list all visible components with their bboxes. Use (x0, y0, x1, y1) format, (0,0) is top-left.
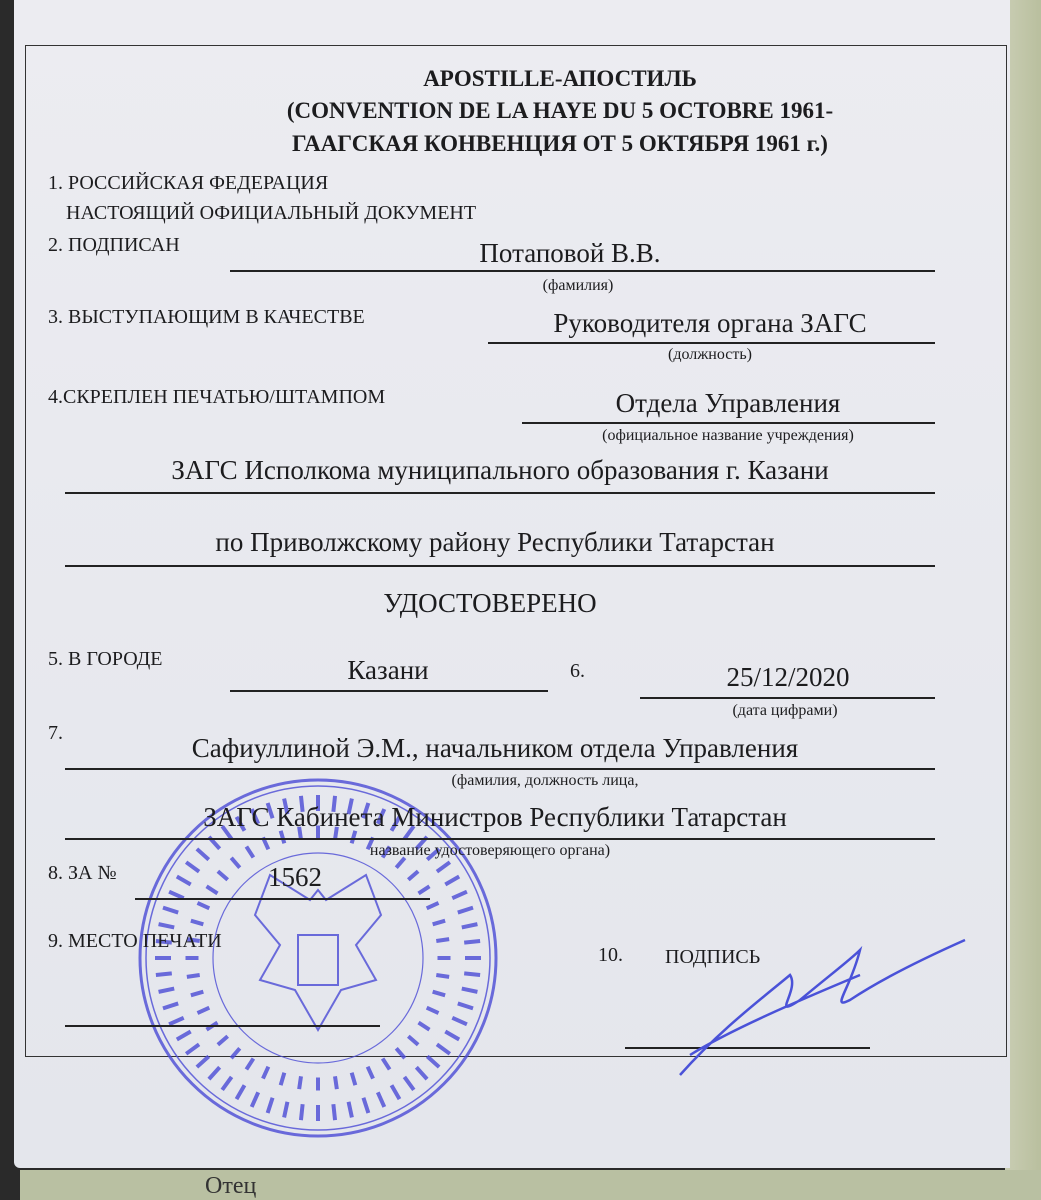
field-6-caption: (дата цифрами) (732, 702, 838, 719)
underline (65, 768, 935, 770)
field-1-sub: НАСТОЯЩИЙ ОФИЦИАЛЬНЫЙ ДОКУМЕНТ (66, 202, 477, 224)
underline (135, 898, 430, 900)
background-document-right (1005, 0, 1041, 1200)
background-document-bottom (20, 1170, 1041, 1200)
field-9-label: 9. МЕСТО ПЕЧАТИ (48, 930, 222, 952)
field-5-label: 5. В ГОРОДЕ (48, 648, 163, 670)
underline (65, 492, 935, 494)
field-4-label: 4.СКРЕПЛЕН ПЕЧАТЬЮ/ШТАМПОМ (48, 386, 386, 408)
field-7-value: Сафиуллиной Э.М., начальником отдела Управления (191, 733, 799, 763)
field-2-caption: (фамилия) (542, 277, 614, 294)
title-line-2: (CONVENTION DE LA HAYE DU 5 OCTOBRE 1961- (286, 98, 834, 123)
underline (230, 270, 935, 272)
field-8-value: 1562 (268, 862, 322, 892)
field-7-value-2: ЗАГС Кабинета Министров Республики Татарстан (203, 802, 787, 832)
field-7-caption: (фамилия, должность лица, (451, 772, 639, 789)
field-5-value: Казани (347, 655, 429, 685)
field-10-label: ПОДПИСЬ (665, 946, 761, 968)
field-10-number: 10. (598, 944, 623, 966)
field-7-label: 7. (48, 722, 63, 744)
field-1-label: 1. РОССИЙСКАЯ ФЕДЕРАЦИЯ (48, 172, 329, 194)
underline (522, 422, 935, 424)
underline (230, 690, 548, 692)
field-6-label: 6. (570, 660, 585, 682)
underline (640, 697, 935, 699)
background-text: Отец (205, 1173, 257, 1199)
title-line-3: ГААГСКАЯ КОНВЕНЦИЯ ОТ 5 ОКТЯБРЯ 1961 г.) (292, 131, 828, 156)
field-2-label: 2. ПОДПИСАН (48, 234, 180, 256)
certified-heading: УДОСТОВЕРЕНО (383, 588, 597, 618)
underline (65, 1025, 380, 1027)
field-4-value: Отдела Управления (615, 388, 841, 418)
field-7-caption-2: название удостоверяющего органа) (369, 842, 611, 859)
field-8-label: 8. ЗА № (48, 862, 117, 884)
underline (65, 838, 935, 840)
field-3-label: 3. ВЫСТУПАЮЩИМ В КАЧЕСТВЕ (48, 306, 365, 328)
underline (488, 342, 935, 344)
field-4-caption: (официальное название учреждения) (602, 427, 854, 444)
underline (65, 565, 935, 567)
underline (625, 1047, 870, 1049)
title-line-1: APOSTILLE-АПОСТИЛЬ (423, 66, 697, 91)
field-6-value: 25/12/2020 (726, 662, 850, 692)
field-3-caption: (должность) (668, 346, 752, 363)
field-4-value-3: по Приволжскому району Республики Татарстан (215, 527, 775, 557)
field-2-value: Потаповой В.В. (479, 238, 661, 268)
field-3-value: Руководителя органа ЗАГС (553, 308, 867, 338)
field-4-value-2: ЗАГС Исполкома муниципального образования г. Казани (171, 455, 829, 485)
